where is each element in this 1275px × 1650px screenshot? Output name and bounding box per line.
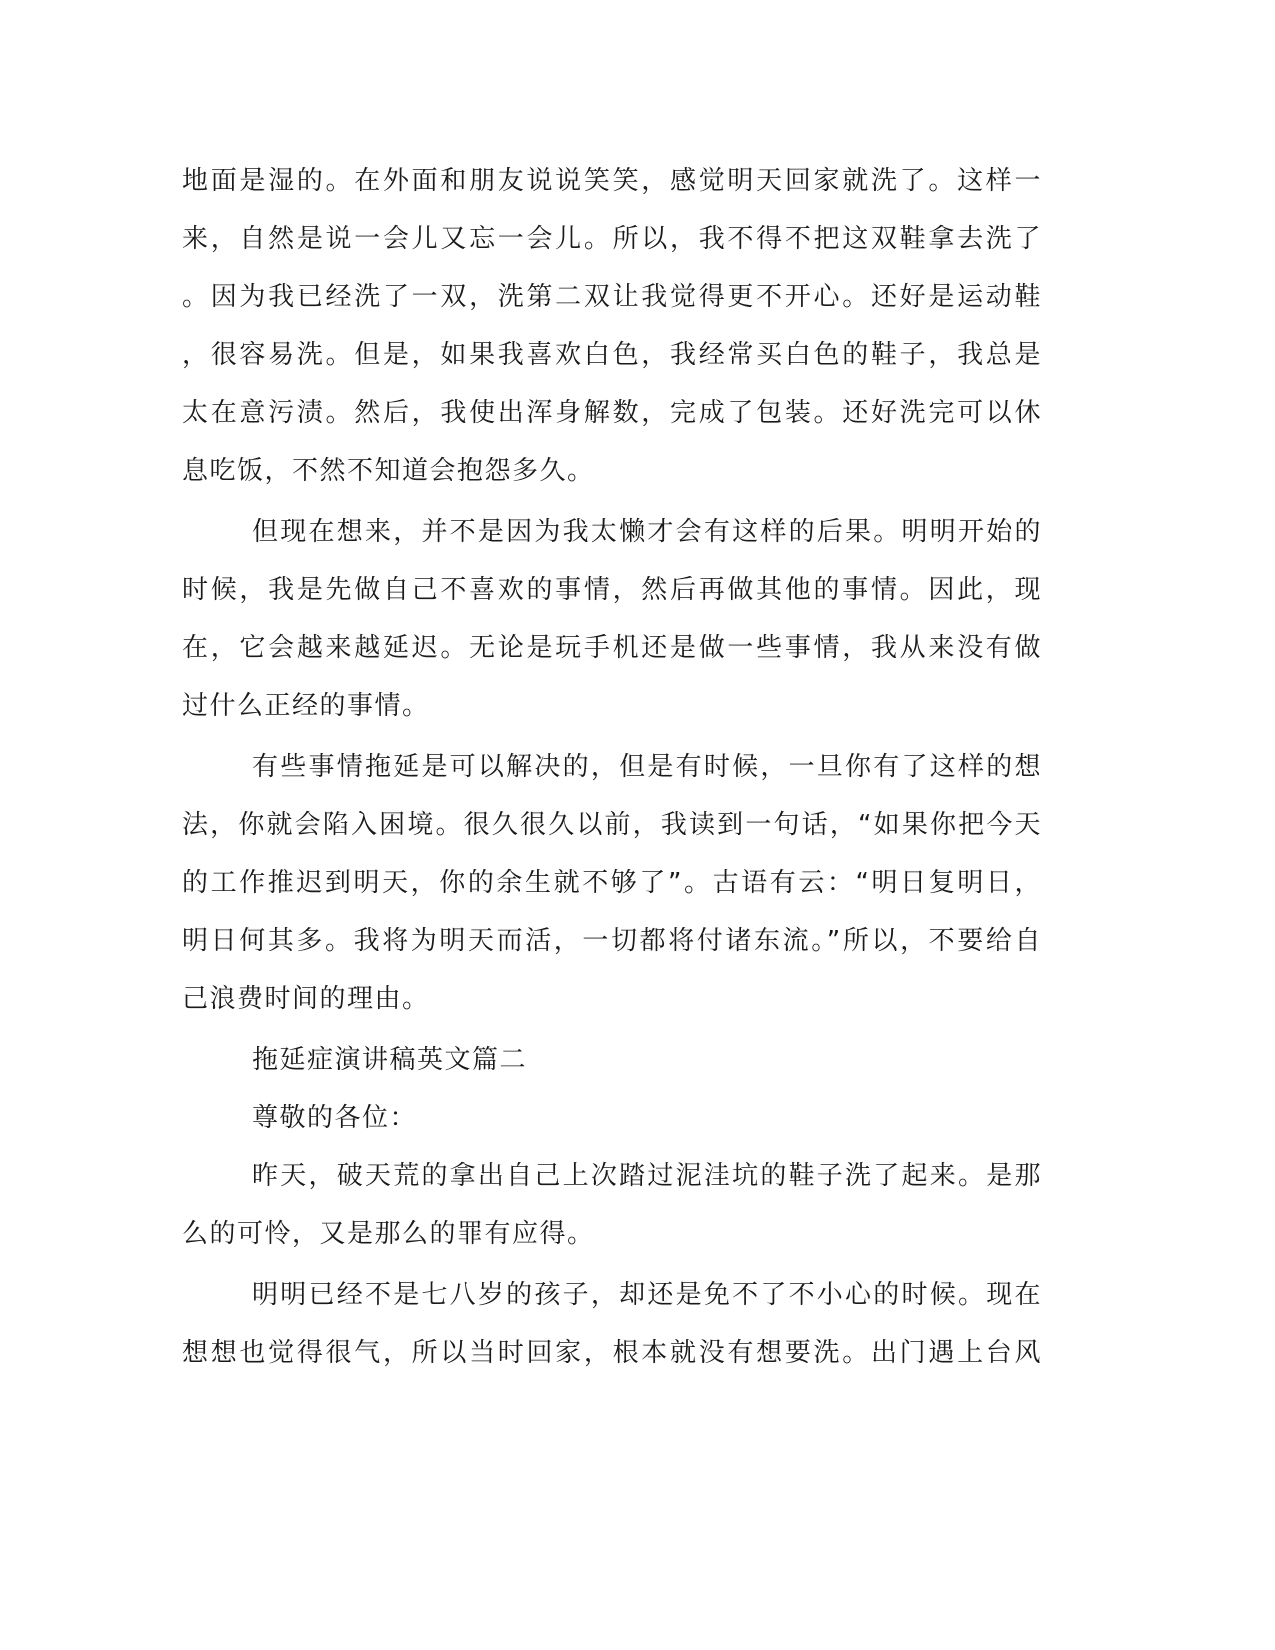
paragraph-first-line: 昨天，破天荒的拿出自己上次踏过泥洼坑的鞋子洗了起来。是那: [252, 1161, 1042, 1191]
text-line: 在，它会越来越延迟。无论是玩手机还是做一些事情，我从来没有做: [182, 633, 1042, 663]
text-line: 来，自然是说一会儿又忘一会儿。所以，我不得不把这双鞋拿去洗了: [182, 224, 1042, 254]
salutation: 尊敬的各位：: [252, 1103, 418, 1133]
paragraph-first-line: 明明已经不是七八岁的孩子，却还是免不了不小心的时候。现在: [252, 1280, 1042, 1310]
text-line: 太在意污渍。然后，我使出浑身解数，完成了包装。还好洗完可以休: [182, 398, 1042, 428]
text-line: 么的可怜，又是那么的罪有应得。: [182, 1219, 595, 1249]
paragraph-first-line: 但现在想来，并不是因为我太懒才会有这样的后果。明明开始的: [252, 517, 1042, 547]
text-line: 的工作推迟到明天，你的余生就不够了”。古语有云：“明日复明日，: [182, 868, 1042, 898]
text-line: 想想也觉得很气，所以当时回家，根本就没有想要洗。出门遇上台风: [182, 1338, 1042, 1368]
text-line: 。因为我已经洗了一双，洗第二双让我觉得更不开心。还好是运动鞋: [182, 282, 1042, 312]
paragraph-first-line: 有些事情拖延是可以解决的，但是有时候，一旦你有了这样的想: [252, 752, 1042, 782]
text-line: 法，你就会陷入困境。很久很久以前，我读到一句话，“如果你把今天: [182, 810, 1042, 840]
text-line: 息吃饭，不然不知道会抱怨多久。: [182, 456, 595, 486]
text-line: 时候，我是先做自己不喜欢的事情，然后再做其他的事情。因此，现: [182, 575, 1042, 605]
text-line: 地面是湿的。在外面和朋友说说笑笑，感觉明天回家就洗了。这样一: [182, 166, 1042, 196]
text-line: ，很容易洗。但是，如果我喜欢白色，我经常买白色的鞋子，我总是: [182, 340, 1042, 370]
text-line: 过什么正经的事情。: [182, 691, 430, 721]
section-heading: 拖延症演讲稿英文篇二: [252, 1045, 528, 1075]
text-line: 己浪费时间的理由。: [182, 984, 430, 1014]
text-line: 明日何其多。我将为明天而活，一切都将付诸东流。”所以，不要给自: [182, 926, 1042, 956]
